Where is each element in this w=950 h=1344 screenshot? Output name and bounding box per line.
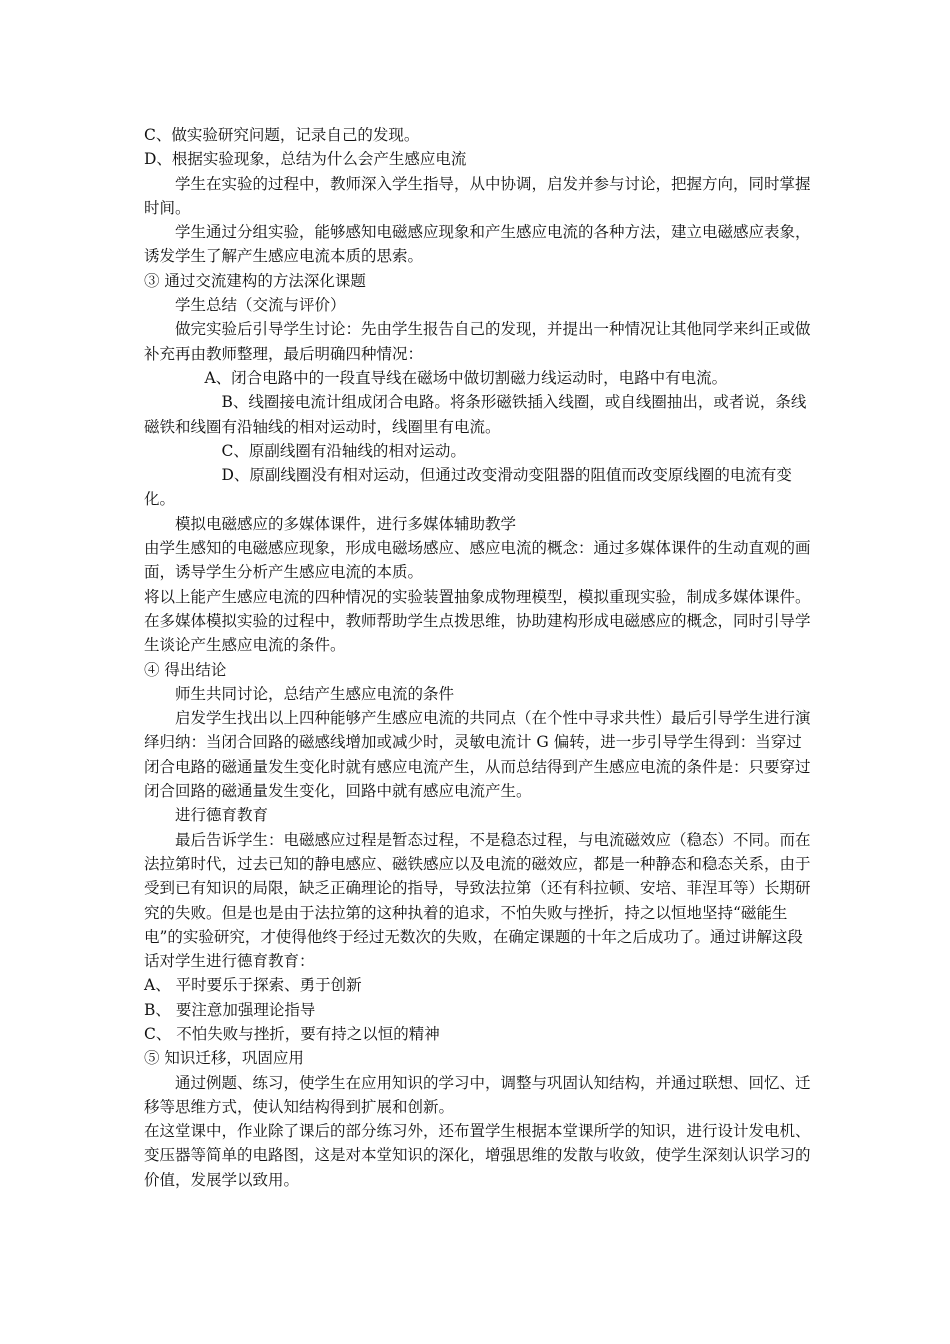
paragraph: 在这堂课中，作业除了课后的部分练习外，还布置学生根据本堂课所学的知识，进行设计发电机、变压器等简单的电路图，这是对本堂知识的深化，增强思维的发散与收敛，使学生深刻认识学习的价值，发展学以致用。	[144, 1122, 811, 1189]
section-heading: ⑤ 知识迁移，巩固应用	[144, 1049, 304, 1068]
document-body	[144, 123, 814, 1192]
paragraph: 做完实验后引导学生讨论：先由学生报告自己的发现，并提出一种情况让其他同学来纠正或做补充再由教师整理，最后明确四种情况：	[144, 320, 811, 363]
paragraph: 最后告诉学生：电磁感应过程是暂态过程，不是稳态过程，与电流磁效应（稳态）不同。而在法拉第时代，过去已知的静电感应、磁铁感应以及电流的磁效应，都是一种静态和稳态关系，由于受到已有知识的局限，缺乏正确理论的指导，导致法拉第（还有科拉顿、安培、菲涅耳等）长期研究的失败。但是也是由于法拉第的这种执着的追求，不怕失败与挫折，持之以恒地坚持“磁能生电”的实验研究，才使得他终于经过无数次的失败，在确定课题的十年之后成功了。通过讲解这段话对学生进行德育教育：	[144, 830, 811, 971]
case-item: B、线圈接电流计组成闭合电路。将条形磁铁插入线圈，或自线圈抽出，或者说，条线磁铁和线圈有沿轴线的相对运动时，线圈里有电流。	[144, 393, 807, 436]
sub-heading: 进行德育教育	[175, 806, 269, 825]
list-item: C、 不怕失败与挫折，要有持之以恒的精神	[144, 1024, 440, 1043]
section-heading: ③ 通过交流建构的方法深化课题	[144, 271, 366, 290]
list-item: B、 要注意加强理论指导	[144, 1000, 316, 1019]
paragraph: 学生通过分组实验，能够感知电磁感应现象和产生感应电流的各种方法，建立电磁感应表象，诱发学生了解产生感应电流本质的思索。	[144, 223, 811, 266]
case-item: D、原副线圈没有相对运动，但通过改变滑动变阻器的阻值而改变原线圈的电流有变化。	[144, 466, 792, 509]
paragraph: 将以上能产生感应电流的四种情况的实验装置抽象成物理模型，模拟重现实验，制成多媒体课件。在多媒体模拟实验的过程中，教师帮助学生点拨思维，协助建构形成电磁感应的概念，同时引导学生谈论产生感应电流的条件。	[144, 587, 811, 655]
case-item: C、原副线圈有沿轴线的相对运动。	[221, 441, 466, 460]
paragraph: 由学生感知的电磁感应现象，形成电磁场感应、感应电流的概念：通过多媒体课件的生动直观的画面，诱导学生分析产生感应电流的本质。	[144, 539, 811, 582]
paragraph: C、做实验研究问题，记录自己的发现。	[144, 126, 420, 144]
list-item: A、 平时要乐于探索、勇于创新	[144, 976, 362, 995]
paragraph: 通过例题、练习，使学生在应用知识的学习中，调整与巩固认知结构，并通过联想、回忆、迁移等思维方式，使认知结构得到扩展和创新。	[144, 1073, 811, 1116]
sub-heading: 学生总结（交流与评价）	[175, 296, 346, 315]
paragraph: D、根据实验现象，总结为什么会产生感应电流	[144, 150, 467, 169]
case-item: A、闭合电路中的一段直导线在磁场中做切割磁力线运动时，电路中有电流。	[204, 368, 728, 387]
sub-heading: 师生共同讨论，总结产生感应电流的条件	[175, 684, 455, 703]
sub-heading: 模拟电磁感应的多媒体课件，进行多媒体辅助教学	[175, 514, 517, 533]
paragraph: 学生在实验的过程中，教师深入学生指导，从中协调，启发并参与讨论，把握方向，同时掌握时间。	[144, 174, 811, 217]
section-heading: ④ 得出结论	[144, 660, 227, 679]
paragraph: 启发学生找出以上四种能够产生感应电流的共同点（在个性中寻求共性）最后引导学生进行演绎归纳：当闭合回路的磁感线增加或减少时，灵敏电流计 G 偏转，进一步引导学生得到：当穿过闭合电路的磁通量发生变化时就有感应电流产生，从而总结得到产生感应电流的条件是：只要穿过闭合回路的磁通量发生变化，回路中就有感应电流产生。	[144, 709, 811, 801]
